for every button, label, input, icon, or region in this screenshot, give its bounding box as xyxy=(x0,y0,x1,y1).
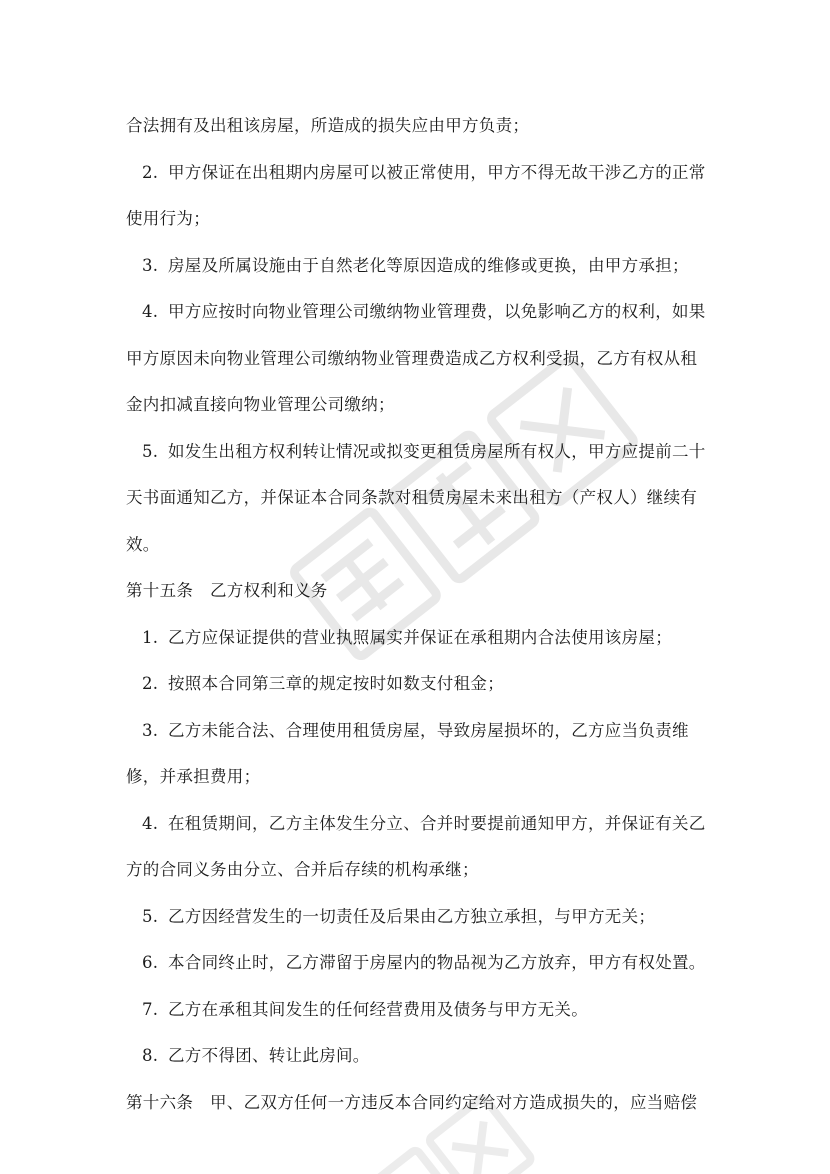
item-text: 乙方因经营发生的一切责任及后果由乙方独立承担，与甲方无关； xyxy=(168,906,656,926)
item-number: 2. xyxy=(142,162,159,182)
item-text: 房屋及所属设施由于自然老化等原因造成的维修或更换，由甲方承担； xyxy=(168,255,689,275)
text-line: 金内扣减直接向物业管理公司缴纳； xyxy=(126,395,395,414)
item-number: 3. xyxy=(142,720,159,740)
item-text: 甲方应按时向物业管理公司缴纳物业管理费，以免影响乙方的权利，如果 xyxy=(168,302,706,321)
list-item xyxy=(126,429,710,476)
text-line: 效。 xyxy=(126,534,160,554)
item-text: 按照本合同第三章的规定按时如数支付租金； xyxy=(168,674,504,693)
contract-body xyxy=(126,103,710,1126)
list-item xyxy=(126,615,710,662)
text-line: 修，并承担费用； xyxy=(126,767,261,786)
item-number: 4. xyxy=(142,813,159,833)
list-item xyxy=(126,894,710,941)
list-item xyxy=(126,708,710,755)
text-line: 甲方原因未向物业管理公司缴纳物业管理费造成乙方权利受损，乙方有权从租 xyxy=(126,348,698,368)
item-number: 8. xyxy=(142,1046,159,1065)
item-text: 在租赁期间，乙方主体发生分立、合并时要提前通知甲方，并保证有关乙 xyxy=(168,813,706,833)
article-heading: 第十六条 甲、乙双方任何一方违反本合同约定给对方造成损失的，应当赔偿 xyxy=(126,1092,698,1112)
list-item xyxy=(126,243,710,290)
item-text: 乙方未能合法、合理使用租赁房屋，导致房屋损坏的，乙方应当负责维 xyxy=(168,720,689,740)
item-number: 2. xyxy=(142,674,159,693)
item-text: 甲方保证在出租期内房屋可以被正常使用，甲方不得无故干涉乙方的正常 xyxy=(168,162,706,182)
text-line: 方的合同义务由分立、合并后存续的机构承继； xyxy=(126,860,479,879)
item-text: 乙方在承租其间发生的任何经营费用及债务与甲方无关。 xyxy=(168,999,588,1019)
item-number: 6. xyxy=(142,953,159,972)
item-text: 本合同终止时，乙方滞留于房屋内的物品视为乙方放弃，甲方有权处置。 xyxy=(168,953,706,972)
item-number: 3. xyxy=(142,255,159,275)
text-line: 使用行为； xyxy=(126,209,210,228)
list-item xyxy=(126,661,710,708)
item-number: 7. xyxy=(142,999,159,1019)
article-heading: 第十五条 乙方权利和义务 xyxy=(126,581,328,600)
list-item xyxy=(126,289,710,336)
item-text: 乙方不得团、转让此房间。 xyxy=(168,1046,370,1065)
item-number: 5. xyxy=(142,906,159,926)
list-item xyxy=(126,801,710,848)
item-text: 乙方应保证提供的营业执照属实并保证在承租期内合法使用该房屋； xyxy=(168,627,672,647)
item-text: 如发生出租方权利转让情况或拟变更租赁房屋所有权人，甲方应提前二十 xyxy=(168,441,706,461)
list-item xyxy=(126,1033,710,1080)
item-number: 1. xyxy=(142,627,159,647)
item-number: 4. xyxy=(142,302,159,321)
list-item xyxy=(126,150,710,197)
list-item xyxy=(126,940,710,987)
text-line: 合法拥有及出租该房屋，所造成的损失应由甲方负责； xyxy=(126,116,530,135)
list-item xyxy=(126,987,710,1034)
item-number: 5. xyxy=(142,441,159,461)
text-line: 天书面通知乙方，并保证本合同条款对租赁房屋未来出租方（产权人）继续有 xyxy=(126,488,698,507)
